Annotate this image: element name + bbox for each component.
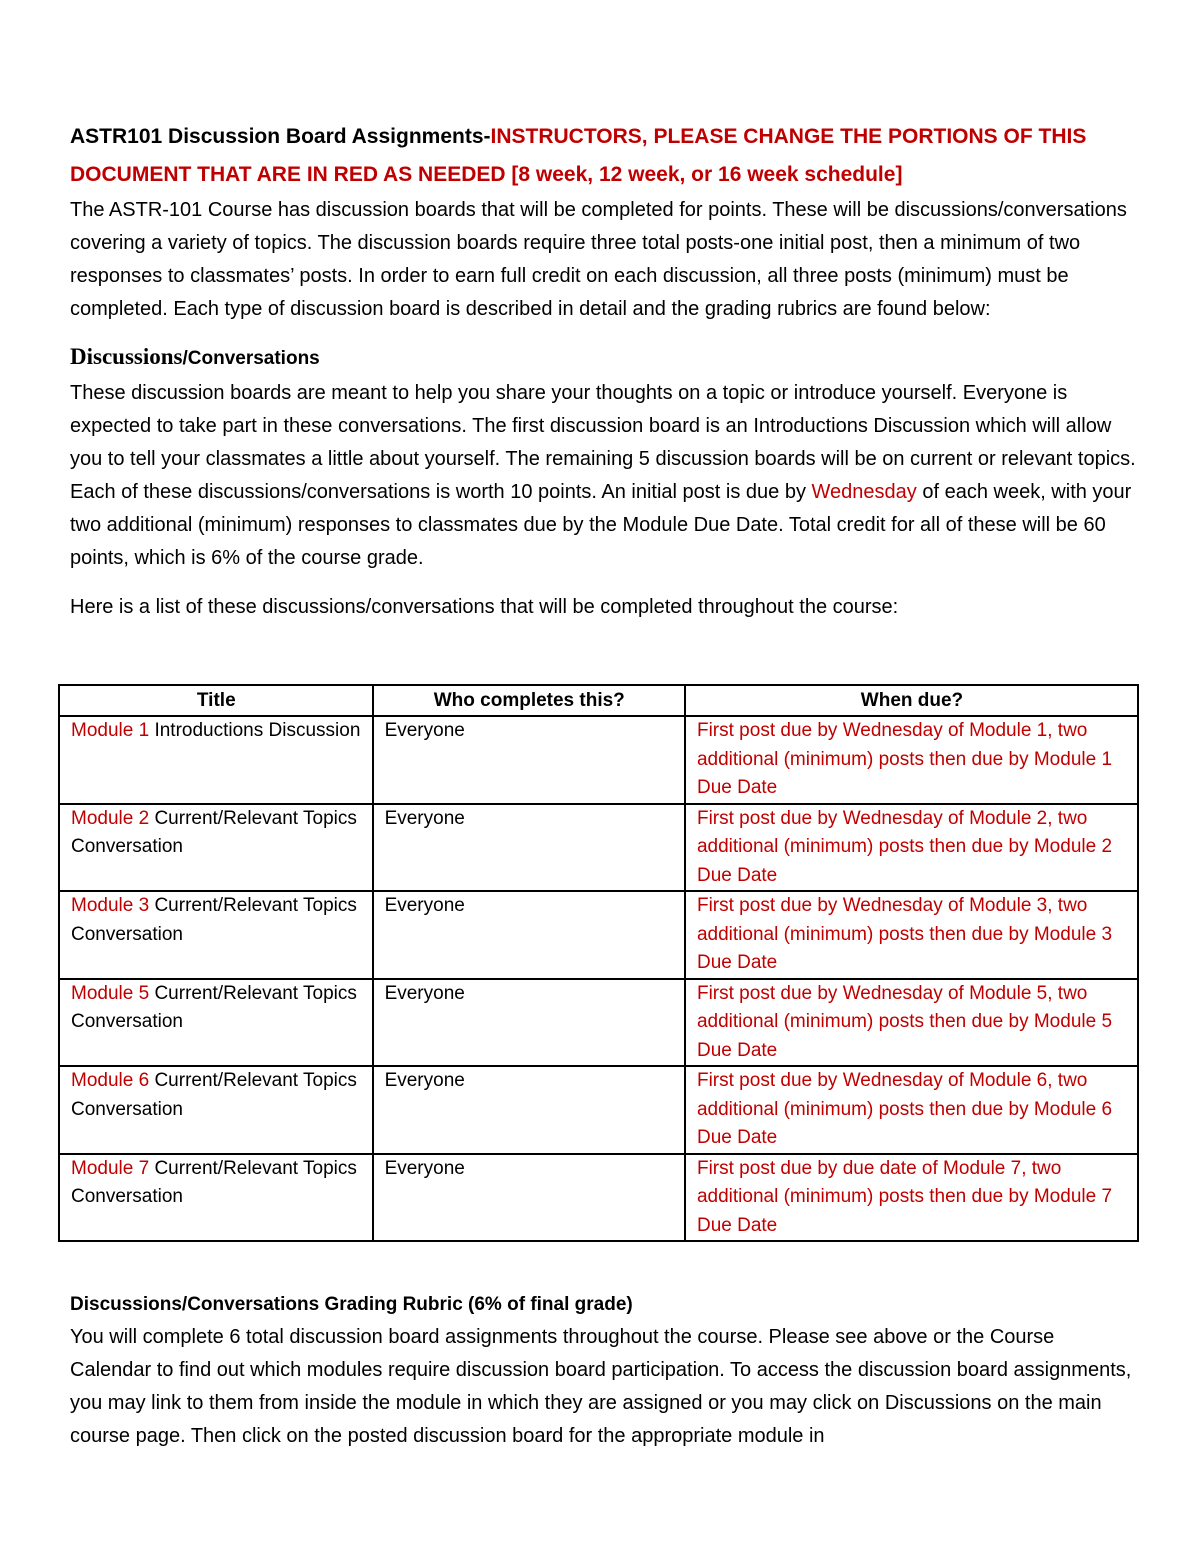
title-rest: Current/Relevant Topics Conversation	[71, 895, 357, 945]
cell-title	[59, 979, 373, 1067]
table-row	[59, 979, 1138, 1067]
table-row	[59, 891, 1138, 979]
document-title	[70, 118, 1140, 194]
section-paragraph	[70, 377, 1140, 575]
module-label: Module 6	[71, 1070, 150, 1091]
wednesday-red: Wednesday	[811, 481, 917, 503]
module-label: Module 1	[71, 720, 150, 741]
table-row	[59, 716, 1138, 804]
section-heading	[70, 340, 1140, 377]
title-rest: Current/Relevant Topics Conversation	[71, 1157, 357, 1207]
list-intro: Here is a list of these discussions/conversations that will be completed throughout the course:	[70, 596, 899, 618]
section-paragraph-part2: of each week, with your two additional (minimum) responses to classmates due by the Module Due Date. Total credit for all of these will be 60 points, which is 6% of the course grade.	[70, 481, 1132, 569]
cell-title	[59, 891, 373, 979]
intro-paragraph: The ASTR-101 Course has discussion boards that will be completed for points. These will be discussions/conversations covering a variety of topics. The discussion boards require three total posts-one initial post, then a minimum of two responses to classmates’ posts. In order to earn full credit on each discussion, all three posts (minimum) must be completed. Each type of discussion board is described in detail and the grading rubrics are found below:	[70, 199, 1127, 320]
discussions-table	[58, 684, 1139, 1242]
module-label: Module 5	[71, 982, 150, 1004]
cell-who: Everyone	[373, 804, 685, 892]
section-heading-serif: Discussions	[70, 344, 183, 369]
rubric-heading: Discussions/Conversations Grading Rubric (6% of final grade)	[70, 1294, 633, 1315]
cell-title	[59, 804, 373, 892]
section-paragraph-part1: These discussion boards are meant to help you share your thoughts on a topic or introduce yourself. Everyone is expected to take part in these conversations. The first discussion board is an Introductions Discussion which will allow you to tell your classmates a little about yourself. The remaining 5 discussion boards will be on current or relevant topics. Each of these discussions/conversations is worth 10 points. An initial post is due by	[70, 382, 1136, 503]
rubric-paragraph: You will complete 6 total discussion board assignments throughout the course. Please see above or the Course Calendar to find out which modules require discussion board participation. To access the discussion board assignments, you may link to them from inside the module in which they are assigned or you may click on Discussions on the main course page. Then click on the posted discussion board for the appropriate module in	[70, 1326, 1132, 1447]
header-title: Title	[59, 685, 373, 716]
cell-who: Everyone	[373, 1154, 685, 1242]
cell-who: Everyone	[373, 891, 685, 979]
table-row	[59, 804, 1138, 892]
title-black: ASTR101 Discussion Board Assignments-	[70, 125, 491, 148]
cell-title	[59, 1154, 373, 1242]
module-label: Module 7	[71, 1157, 150, 1179]
header-when: When due?	[685, 685, 1138, 716]
cell-when: First post due by Wednesday of Module 3, two additional (minimum) posts then due by Module 3 Due Date	[685, 891, 1138, 979]
table-row	[59, 1066, 1138, 1154]
module-label: Module 2	[71, 807, 150, 829]
cell-title	[59, 1066, 373, 1154]
title-rest: Current/Relevant Topics Conversation	[71, 982, 357, 1032]
cell-who: Everyone	[373, 1066, 685, 1154]
document-body	[70, 118, 1140, 624]
title-rest: Introductions Discussion	[149, 720, 361, 741]
cell-when: First post due by Wednesday of Module 5, two additional (minimum) posts then due by Module 5 Due Date	[685, 979, 1138, 1067]
cell-who: Everyone	[373, 979, 685, 1067]
header-who: Who completes this?	[373, 685, 685, 716]
cell-when: First post due by Wednesday of Module 1, two additional (minimum) posts then due by Module 1 Due Date	[685, 716, 1138, 804]
section-heading-sans: /Conversations	[182, 348, 320, 369]
title-red-instructions: INSTRUCTORS, PLEASE CHANGE THE PORTIONS OF THIS DOCUMENT THAT ARE IN RED AS NEEDED [8 week, 12 week, or 16 week schedule]	[70, 125, 1087, 186]
table-header-row	[59, 685, 1138, 716]
cell-who: Everyone	[373, 716, 685, 804]
cell-when: First post due by Wednesday of Module 2, two additional (minimum) posts then due by Module 2 Due Date	[685, 804, 1138, 892]
cell-when: First post due by Wednesday of Module 6, two additional (minimum) posts then due by Module 6 Due Date	[685, 1066, 1138, 1154]
module-label: Module 3	[71, 895, 150, 916]
table-row	[59, 1154, 1138, 1242]
cell-when: First post due by due date of Module 7, two additional (minimum) posts then due by Module 7 Due Date	[685, 1154, 1138, 1242]
rubric-section	[70, 1288, 1140, 1453]
title-rest: Current/Relevant Topics Conversation	[71, 1070, 357, 1120]
cell-title	[59, 716, 373, 804]
title-rest: Current/Relevant Topics Conversation	[71, 807, 357, 857]
